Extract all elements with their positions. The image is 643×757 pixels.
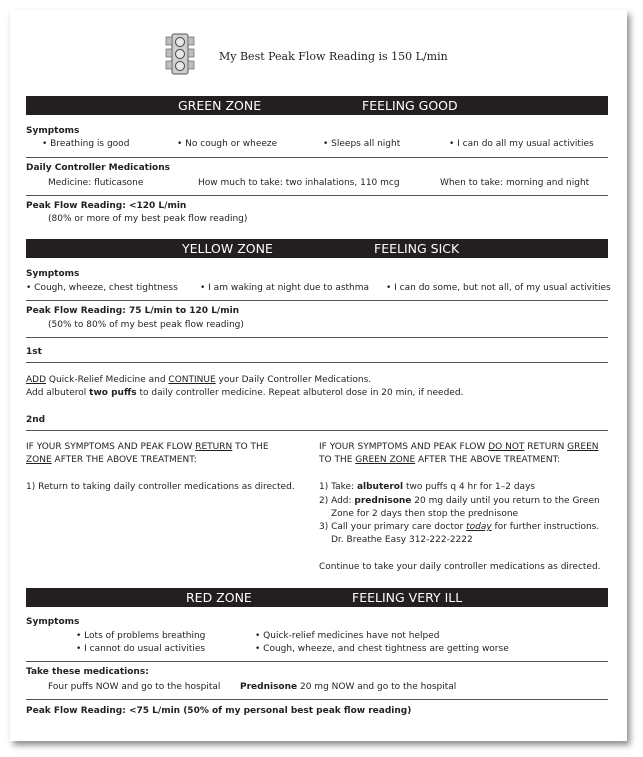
return-heading-line2: ZONE AFTER THE ABOVE TREATMENT: [26, 455, 197, 465]
continue-controller-note: Continue to take your daily controller medications as directed. [319, 562, 601, 572]
divider [26, 661, 608, 662]
page-title: My Best Peak Flow Reading is 150 L/min [219, 50, 448, 63]
green-symptoms-heading: Symptoms [26, 126, 80, 136]
red-meds-heading: Take these medications: [26, 667, 149, 677]
red-symptom-3: • Quick-relief medicines have not helped [255, 631, 440, 641]
red-peak-heading: Peak Flow Reading: <75 L/min (50% of my personal best peak flow reading) [26, 706, 412, 716]
green-symptom-1: • Breathing is good [42, 139, 130, 149]
red-med-2: Prednisone 20 mg NOW and go to the hospital [240, 682, 457, 692]
return-step-1: 1) Return to taking daily controller medications as directed. [26, 482, 295, 492]
green-symptom-3: • Sleeps all night [323, 139, 401, 149]
step-2nd-heading: 2nd [26, 415, 46, 425]
red-med-1: Four puffs NOW and go to the hospital [48, 682, 221, 692]
no-return-step-1: 1) Take: albuterol two puffs q 4 hr for 1–2 days [319, 482, 536, 492]
doctor-contact: Dr. Breathe Easy 312-222-2222 [331, 535, 473, 545]
asthma-action-plan [10, 10, 627, 741]
green-zone-feeling: FEELING GOOD [362, 98, 458, 113]
red-symptoms-heading: Symptoms [26, 617, 80, 627]
green-zone-title: GREEN ZONE [178, 98, 262, 113]
divider [26, 699, 608, 700]
red-symptom-2: • I cannot do usual activities [76, 644, 206, 654]
green-how-much: How much to take: two inhalations, 110 mcg [198, 178, 400, 188]
no-return-heading-line2: TO THE GREEN ZONE AFTER THE ABOVE TREATMENT: [319, 455, 561, 465]
yellow-zone-feeling: FEELING SICK [374, 241, 460, 256]
red-zone-bar [26, 588, 608, 607]
yellow-symptom-1: • Cough, wheeze, chest tightness [26, 283, 178, 293]
return-heading-line1: IF YOUR SYMPTOMS AND PEAK FLOW RETURN TO THE [26, 442, 269, 452]
red-zone-title: RED ZONE [186, 590, 252, 605]
traffic-light-icon [163, 32, 197, 78]
yellow-peak-heading: Peak Flow Reading: 75 L/min to 120 L/min [26, 306, 240, 316]
red-symptom-1: • Lots of problems breathing [76, 631, 206, 641]
red-zone-feeling: FEELING VERY ILL [352, 590, 463, 605]
yellow-symptoms-heading: Symptoms [26, 269, 80, 279]
no-return-step-3: 3) Call your primary care doctor today for further instructions. [319, 522, 600, 532]
green-peak-heading: Peak Flow Reading: <120 L/min [26, 201, 187, 211]
green-symptom-4: • I can do all my usual activities [449, 139, 594, 149]
step-1st-line1: ADD Quick-Relief Medicine and CONTINUE your Daily Controller Medications. [26, 375, 372, 385]
red-symptom-4: • Cough, wheeze, and chest tightness are getting worse [255, 644, 509, 654]
divider [26, 362, 608, 363]
green-when: When to take: morning and night [440, 178, 590, 188]
no-return-step-2: 2) Add: prednisone 20 mg daily until you return to the Green [319, 496, 600, 506]
green-meds-heading: Daily Controller Medications [26, 163, 171, 173]
divider [26, 430, 608, 431]
yellow-symptom-3: • I can do some, but not all, of my usual activities [386, 283, 611, 293]
divider [26, 337, 608, 338]
green-zone-bar [26, 96, 608, 115]
step-1st-line2: Add albuterol two puffs to daily controller medicine. Repeat albuterol dose in 20 min, if needed. [26, 388, 464, 398]
divider [26, 157, 608, 158]
divider [26, 195, 608, 196]
yellow-zone-bar [26, 239, 608, 258]
green-medicine: Medicine: fluticasone [48, 178, 144, 188]
no-return-heading-line1: IF YOUR SYMPTOMS AND PEAK FLOW DO NOT RETURN GREEN [319, 442, 599, 452]
yellow-symptom-2: • I am waking at night due to asthma [200, 283, 370, 293]
no-return-step-2-cont: Zone for 2 days then stop the prednisone [331, 509, 519, 519]
divider [26, 300, 608, 301]
green-symptom-2: • No cough or wheeze [177, 139, 278, 149]
step-1st-heading: 1st [26, 347, 42, 357]
yellow-zone-title: YELLOW ZONE [182, 241, 273, 256]
green-peak-note: (80% or more of my best peak flow reading) [48, 214, 248, 224]
yellow-peak-note: (50% to 80% of my best peak flow reading) [48, 320, 244, 330]
